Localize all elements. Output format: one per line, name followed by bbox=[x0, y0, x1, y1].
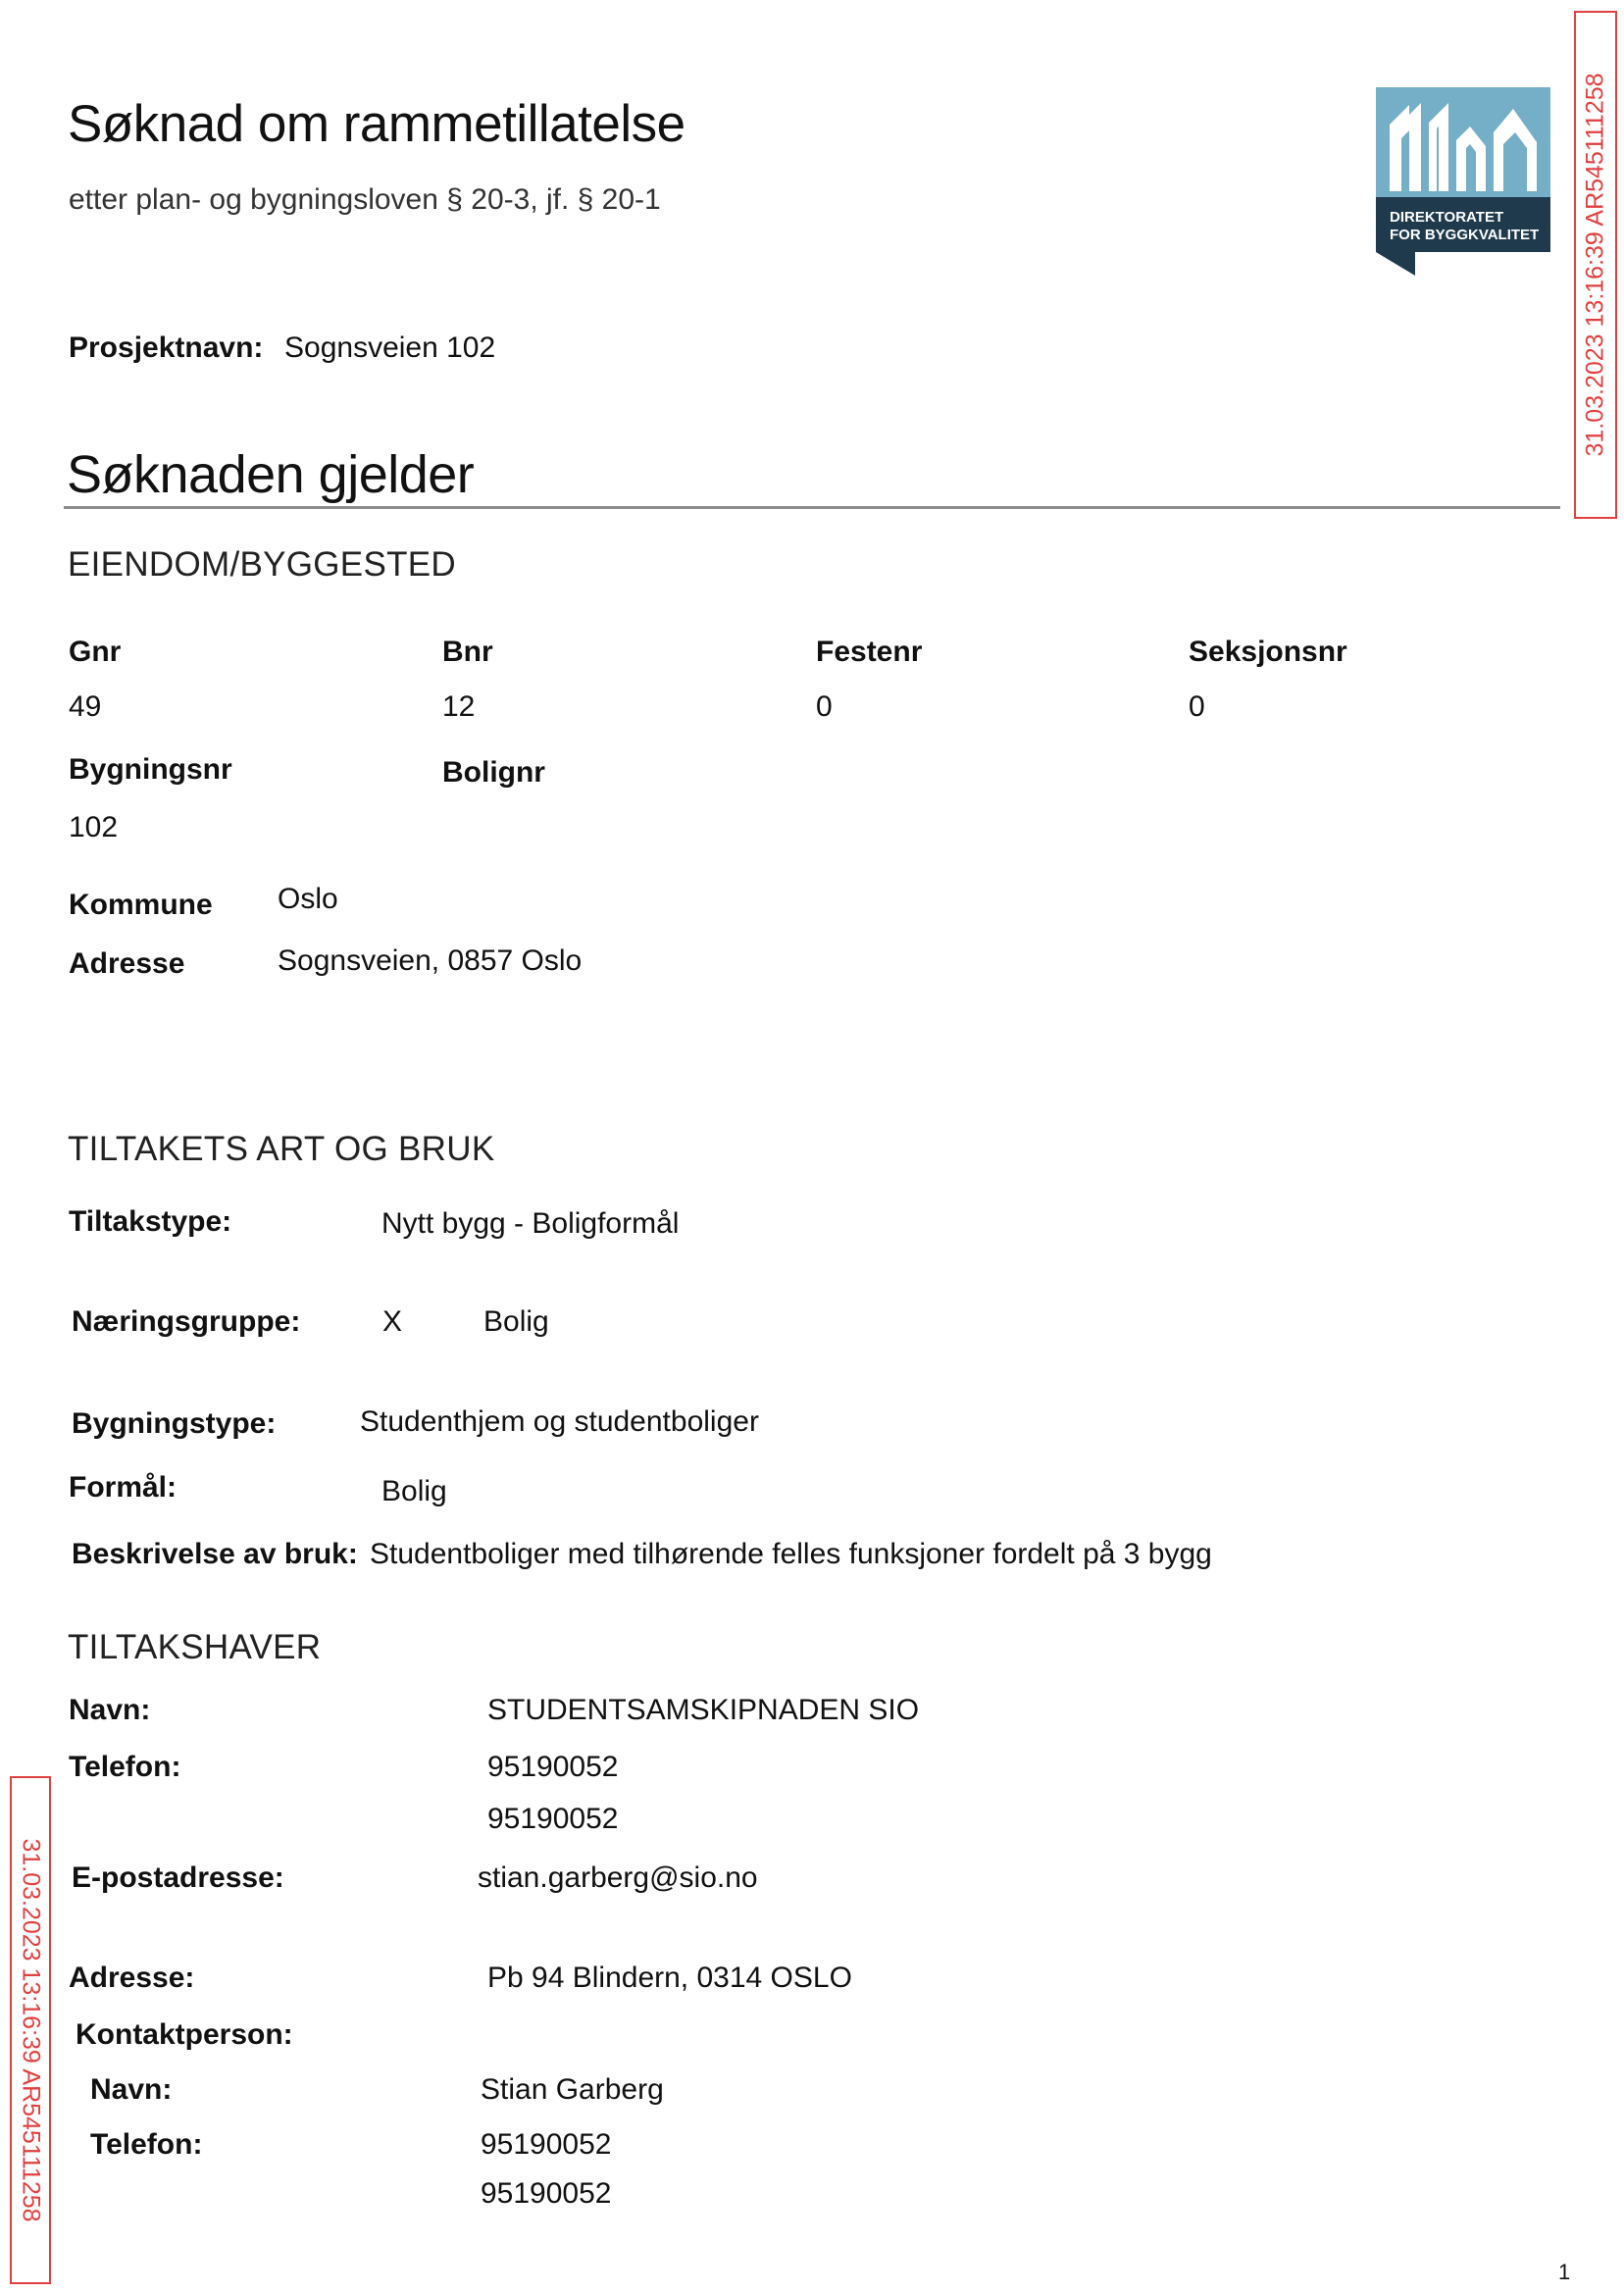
stamp-left bbox=[10, 1776, 51, 2284]
kontaktperson-navn-value: Stian Garberg bbox=[481, 2073, 664, 2106]
tiltakshaver-navn-label: Navn: bbox=[69, 1694, 151, 1726]
bnr-label: Bnr bbox=[442, 636, 493, 668]
epost-value: stian.garberg@sio.no bbox=[478, 1861, 758, 1894]
bygningsnr-value: 102 bbox=[69, 811, 119, 843]
gnr-label: Gnr bbox=[69, 636, 122, 668]
bolignr-label: Bolignr bbox=[442, 756, 545, 789]
seksjonsnr-value: 0 bbox=[1189, 690, 1205, 723]
epost-label: E-postadresse: bbox=[72, 1861, 284, 1894]
beskrivelse-label: Beskrivelse av bruk: bbox=[72, 1538, 358, 1570]
kontaktperson-navn-label: Navn: bbox=[90, 2073, 173, 2106]
bygningstype-label: Bygningstype: bbox=[72, 1407, 277, 1440]
tiltakshaver-navn-value: STUDENTSAMSKIPNADEN SIO bbox=[487, 1694, 920, 1726]
stamp-left-text: 31.03.2023 13:16:39 AR545111258 bbox=[17, 1838, 45, 2222]
tiltakshaver-telefon-value-1: 95190052 bbox=[487, 1751, 619, 1783]
stamp-top-text: 31.03.2023 13:16:39 AR545111258 bbox=[1581, 73, 1609, 457]
bnr-value: 12 bbox=[442, 690, 476, 723]
tiltakshaver-heading: TILTAKSHAVER bbox=[68, 1628, 322, 1666]
formal-label: Formål: bbox=[69, 1471, 178, 1504]
eiendom-heading: EIENDOM/BYGGESTED bbox=[68, 545, 456, 584]
adresse-label: Adresse bbox=[69, 947, 185, 980]
naeringsgruppe-mark: X bbox=[382, 1305, 403, 1338]
project-value: Sognsveien 102 bbox=[284, 331, 496, 364]
bygningsnr-label: Bygningsnr bbox=[69, 753, 232, 786]
seksjonsnr-label: Seksjonsnr bbox=[1189, 636, 1347, 668]
kontaktperson-telefon-value-2: 95190052 bbox=[481, 2177, 612, 2210]
tiltakshaver-adresse-label: Adresse: bbox=[69, 1962, 195, 1994]
naeringsgruppe-value: Bolig bbox=[483, 1305, 549, 1338]
festenr-label: Festenr bbox=[816, 636, 923, 668]
document-title: Søknad om rammetillatelse bbox=[68, 95, 685, 153]
stamp-top-right bbox=[1574, 11, 1617, 519]
document-subtitle: etter plan- og bygningsloven § 20-3, jf. § 20-1 bbox=[69, 183, 661, 216]
logo-text-line1: DIREKTORATET bbox=[1390, 209, 1504, 226]
kontaktperson-telefon-label: Telefon: bbox=[90, 2128, 203, 2161]
tiltakstype-value: Nytt bygg - Boligformål bbox=[381, 1207, 680, 1240]
dibk-logo bbox=[1376, 87, 1550, 276]
tiltakshaver-adresse-value: Pb 94 Blindern, 0314 OSLO bbox=[487, 1962, 852, 1994]
kontaktperson-telefon-value-1: 95190052 bbox=[481, 2128, 612, 2161]
logo-text-line2: FOR BYGGKVALITET bbox=[1390, 227, 1540, 243]
festenr-value: 0 bbox=[816, 690, 833, 723]
section-heading-soknaden: Søknaden gjelder bbox=[67, 445, 475, 504]
naeringsgruppe-label: Næringsgruppe: bbox=[72, 1305, 301, 1338]
kommune-value: Oslo bbox=[278, 883, 338, 915]
project-label: Prosjektnavn: bbox=[69, 331, 264, 364]
tiltakstype-label: Tiltakstype: bbox=[69, 1205, 232, 1238]
kontaktperson-label: Kontaktperson: bbox=[76, 2018, 293, 2051]
tiltak-heading: TILTAKETS ART OG BRUK bbox=[68, 1130, 495, 1168]
kommune-label: Kommune bbox=[69, 889, 213, 921]
formal-value: Bolig bbox=[381, 1475, 447, 1507]
tiltakshaver-telefon-label: Telefon: bbox=[69, 1751, 181, 1783]
section-divider bbox=[64, 506, 1560, 509]
tiltakshaver-telefon-value-2: 95190052 bbox=[487, 1803, 619, 1835]
gnr-value: 49 bbox=[69, 690, 102, 723]
bygningstype-value: Studenthjem og studentboliger bbox=[360, 1405, 759, 1438]
beskrivelse-value: Studentboliger med tilhørende felles funksjoner fordelt på 3 bygg bbox=[370, 1538, 1212, 1570]
page-number: 1 bbox=[1558, 2260, 1571, 2284]
adresse-value: Sognsveien, 0857 Oslo bbox=[278, 944, 583, 977]
